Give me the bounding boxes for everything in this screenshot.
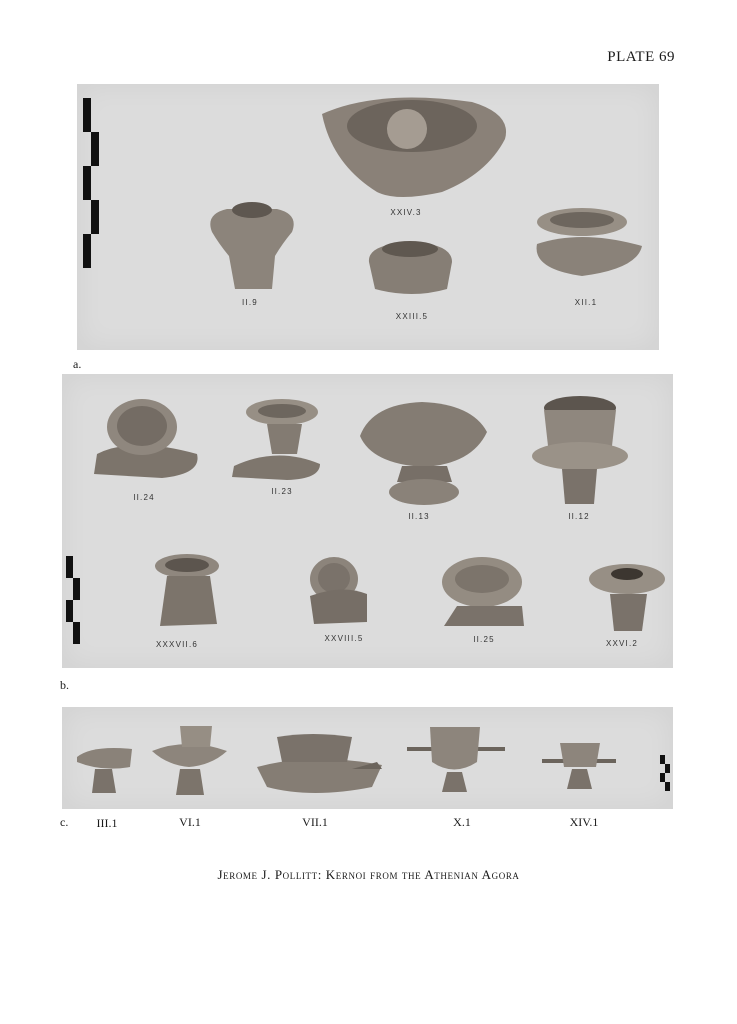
kernos-ii-23 [232,399,320,480]
object-label-ii-12: II.12 [568,512,590,521]
plate-caption: Jerome J. Pollitt: Kernoi from the Athenian Agora [217,867,520,882]
object-label-xxvi-2: XXVI.2 [605,639,639,648]
object-label-x-1: X.1 [453,815,471,829]
panel-a-label: a. [73,357,82,371]
plate-number: PLATE 69 [607,49,675,65]
object-label-xxxvii-6: XXXVII.6 [155,640,199,649]
kernos-ii-9 [210,202,293,289]
scale-bar [83,98,99,268]
object-label-ii-25: II.25 [473,635,495,644]
object-label-xxiii-5: XXIII.5 [395,312,429,321]
object-label-iii-1: III.1 [96,816,118,830]
object-label-xiv-1: XIV.1 [569,815,599,829]
photo-panel-a [77,84,659,350]
photo-panel-c [62,707,673,809]
object-label-vi-1: VI.1 [179,815,201,829]
panel-a-photo [77,84,659,350]
object-label-ii-9: II.9 [242,298,258,307]
kernos-iii-1 [77,748,132,793]
kernos-xxxvii-6 [155,554,219,626]
object-label-xii-1: XII.1 [574,298,598,307]
photo-panel-b [62,374,673,668]
kernos-xxiii-5 [369,241,452,294]
object-label-xxviii-5: XXVIII.5 [324,634,364,643]
panel-c-label: c. [60,815,69,829]
object-label-ii-24: II.24 [133,493,155,502]
kernos-vii-1 [257,734,382,793]
kernos-xxiv-3 [322,98,506,197]
kernos-ii-24 [94,399,198,478]
kernos-ii-25 [442,557,524,626]
object-label-xxiv-3: XXIV.3 [390,208,422,217]
kernos-ii-13 [360,402,487,505]
panel-b-photo [62,374,673,668]
kernos-xxviii-5 [310,557,367,624]
scale-bar [66,556,80,644]
kernos-xii-1 [537,208,642,276]
panel-b-label: b. [60,678,69,692]
kernos-ii-12 [532,396,628,504]
object-label-ii-23: II.23 [271,487,293,496]
kernos-xiv-1 [542,743,616,789]
scale-bar [660,755,670,791]
kernos-xxvi-2 [589,564,665,631]
kernos-x-1 [407,727,505,792]
kernos-vi-1 [152,726,227,795]
panel-c-photo [62,707,673,809]
object-label-vii-1: VII.1 [302,815,328,829]
object-label-ii-13: II.13 [408,512,430,521]
